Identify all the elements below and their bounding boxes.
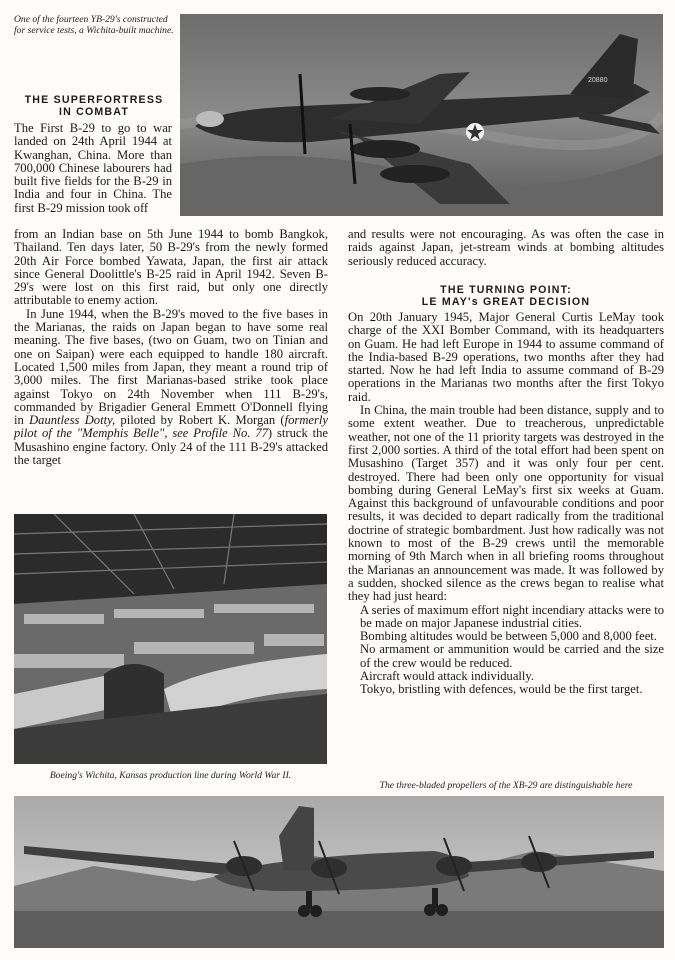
p2-text-c: ) struck the Musashino engine factory. Only 24 of the 111 B-29's attacked the target [14, 426, 328, 468]
combat-intro-text [14, 122, 172, 215]
list-item: Aircraft would attack individually. [360, 669, 535, 684]
p2-reference: formerly pilot of the "Memphis Belle", see Profile No. 77 [14, 413, 328, 441]
factory-photo [14, 514, 327, 764]
yb29-caption: One of the fourteen YB-29's constructed for service tests, a Wichita-built machine. [14, 14, 174, 36]
operation-changes-list [348, 604, 664, 697]
factory-caption: Boeing's Wichita, Kansas production line during World War II. [49, 770, 292, 781]
combat-paragraph-1-continued: from an Indian base on 5th June 1944 to bomb Bangkok, Thailand. Ten days later, 50 B-29's from the newly formed 20th Air Force bombed Yawata, Japan, the first air attack since General Doolittle's B-25 raid in April 1942. Seven B-29's were lost on this first raid, but only one directly attributable to enemy action. [14, 227, 328, 308]
right-column-continued [348, 228, 664, 268]
combat-heading-line1: THE SUPERFORTRESS [24, 94, 164, 106]
p2-aircraft-name: Dauntless Dotty, [29, 413, 116, 428]
xb29-photo [14, 796, 664, 948]
list-item: No armament or ammunition would be carried and the size of the crew would be reduced. [360, 642, 664, 670]
right-column-text [348, 311, 664, 697]
list-item: Tokyo, bristling with defences, would be the first target. [360, 682, 643, 697]
list-item: A series of maximum effort night incendiary attacks were to be made on major Japanese industrial cities. [360, 602, 664, 630]
combat-paragraph-2-continued: and results were not encouraging. As was often the case in raids against Japan, jet-stream winds at bombing altitudes seriously reduced accuracy. [348, 227, 664, 268]
list-item: Bombing altitudes would be between 5,000 and 8,000 feet. [360, 629, 657, 644]
xb29-caption: The three-bladed propellers of the XB-29 are distinguishable here [379, 780, 633, 791]
turning-paragraph-2: In China, the main trouble had been distance, supply and to some extent weather. Due to treacherous, unpredictable weather, not one of the 11 priority targets was destroyed in the first 2,000 sorties. A third of the total effort had been spent on Musashino (Target 357) and it was only four per cent. destroyed. There had been only one opportunity for visual bombing during General LeMay's first six weeks at Guam. Against this background of unfavourable conditions and poor results, it was decided to depart radically from the traditional doctrine of strategic bombardment. Just how radically was not known to most of the B-29 crews until the memorable morning of 9th March when in all briefing rooms throughout the Marianas an announcement was made. It was followed by a sudden, shocked silence as the crews began to realise what they had just heard: [348, 403, 664, 604]
combat-heading-line2: IN COMBAT [58, 106, 130, 118]
p2-text-b: piloted by Robert K. Morgan ( [120, 413, 285, 428]
yb29-photo [180, 14, 663, 216]
combat-intro-paragraph: The First B-29 to go to war landed on 24th April 1944 at Kwanghan, China. More than 700,000 Chinese labourers had built five fields for the B-29 in India and four in China. The first B-29 mission took off [14, 121, 172, 215]
aircraft-serial: 20880 [588, 77, 608, 84]
left-column-text [14, 228, 328, 467]
turning-heading-line1: THE TURNING POINT: [440, 284, 572, 296]
combat-paragraph-2 [14, 308, 328, 468]
turning-heading-line2: LE MAY's GREAT DECISION [421, 296, 591, 308]
combat-heading [14, 94, 174, 118]
turning-point-heading [348, 284, 664, 308]
turning-paragraph-1: On 20th January 1945, Major General Curtis LeMay took charge of the XXI Bomber Command, with its headquarters on Guam. He had left Europe in 1944 to assume command of the India-based B-29 operations, two months after they had started. Now he had left India to assume command of B-29 operations in the Marianas two months after the first Tokyo raid. [348, 310, 664, 404]
p2-text-a: In June 1944, when the B-29's moved to the five bases in the Marianas, the raids on Japan began to have some real meaning. The five bases, (two on Guam, two on Tinian and one on Saipan) were each equipped to handle 180 aircraft. Located 1,500 miles from Japan, they meant a round trip of 3,000 miles. The first Marianas-based strike took place against Tokyo on 24th November when 111 B-29's, commanded by Brigadier General Emmett O'Donnell flying in [14, 306, 328, 428]
